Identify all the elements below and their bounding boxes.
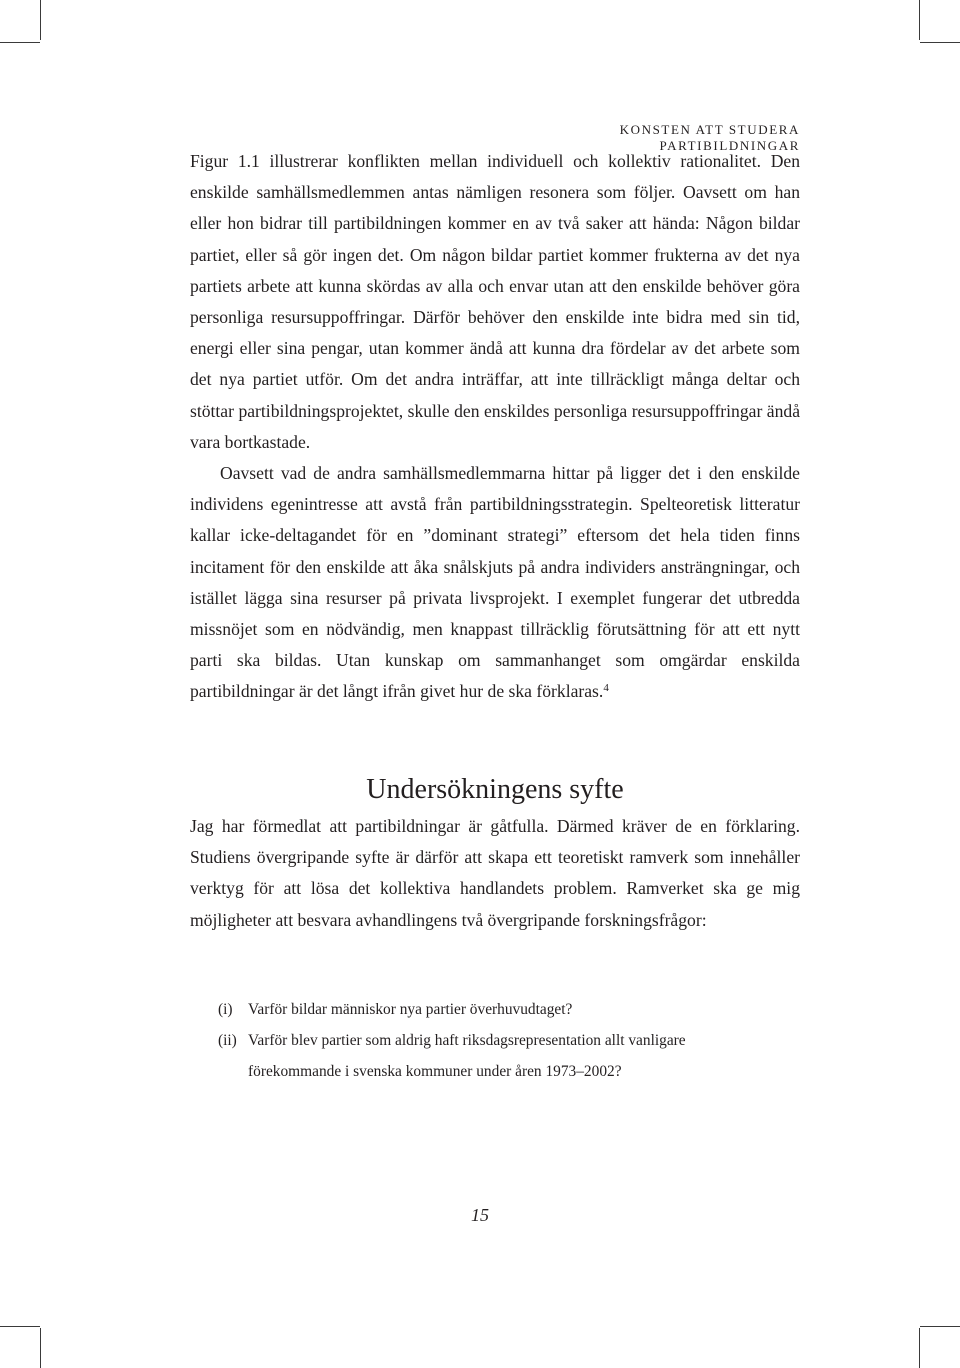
- running-head: KONSTEN ATT STUDERA PARTIBILDNINGAR: [619, 122, 800, 153]
- crop-mark-top-left: [0, 42, 40, 43]
- footnote-reference: 4: [603, 682, 609, 695]
- crop-mark-top-left: [40, 0, 41, 40]
- crop-mark-bottom-right: [919, 1328, 920, 1368]
- paragraph: Figur 1.1 illustrerar konflikten mellan individuell och kollektiv rationalitet. Den enskilde samhällsmedlemmen antas nämligen resonera som följer. Oavsett om han eller hon bidrar till partibildningen kommer en av två saker att hända: Någon bildar partiet, eller så gör ingen det. Om någon bildar partiet kommer frukterna av det nya partiets arbete att kunna skördas av alla och envar utan att den enskilde behöver göra personliga resursuppoffringar. Därför behöver den enskilde inte bidra med sin tid, energi eller sina pengar, utan kommer ändå att kunna dra fördelar av det arbete som det nya partiet utför. Om det andra inträffar, att inte tillräckligt många deltar och stöttar partibildningsprojektet, skulle den enskildes personliga resursuppoffringar ändå vara bortkastade.: [190, 151, 800, 452]
- paragraph-text: Oavsett vad de andra samhällsmedlemmarna hittar på ligger det i den enskilde individens egenintresse att avstå från partibildningsstrategin. Spelteoretisk litteratur kallar icke-deltagandet för en ”dominant strategi” eftersom det hela tiden finns incitament för den enskilde att åka snålskjuts på andra individers ansträngningar, och istället lägga sina resurser på privata livsprojekt. I exemplet fungerar det utbredda missnöjet som en nödvändig, men knappast tillräcklig förutsättning för att ett nytt parti ska bildas. Utan kunskap om sammanhanget som omgärdar enskilda partibildningar är det långt ifrån givet hur de ska förklaras.: [190, 463, 800, 702]
- body-text: [190, 146, 800, 708]
- section-paragraph: Jag har förmedlat att partibildningar är gåtfulla. Därmed kräver de en förklaring. Studiens övergripande syfte är därför att skapa ett teoretiskt ramverk som innehåller verktyg för att lösa det kollektiva handlandets problem. Ramverket ska ge mig möjligheter att besvara avhandlingens två övergripande forskningsfrågor:: [190, 816, 800, 930]
- paragraph: [190, 458, 800, 708]
- list-item: [190, 994, 800, 1025]
- crop-mark-bottom-left: [0, 1326, 40, 1327]
- list-item-number: (ii): [218, 1032, 237, 1049]
- crop-mark-bottom-left: [40, 1328, 41, 1368]
- crop-mark-top-right: [919, 0, 920, 40]
- crop-mark-top-right: [920, 42, 960, 43]
- list-item-text: Varför blev partier som aldrig haft riksdagsrepresentation allt vanligare förekommande i svenska kommuner under åren 1973–2002?: [248, 1032, 686, 1080]
- section-heading: Undersökningens syfte: [366, 774, 624, 805]
- list-item: [190, 1025, 800, 1087]
- crop-mark-bottom-right: [920, 1326, 960, 1327]
- research-questions: [190, 994, 800, 1087]
- page-number: 15: [471, 1205, 489, 1225]
- list-item-text: Varför bildar människor nya partier överhuvudtaget?: [248, 1001, 573, 1018]
- list-item-number: (i): [218, 1001, 233, 1018]
